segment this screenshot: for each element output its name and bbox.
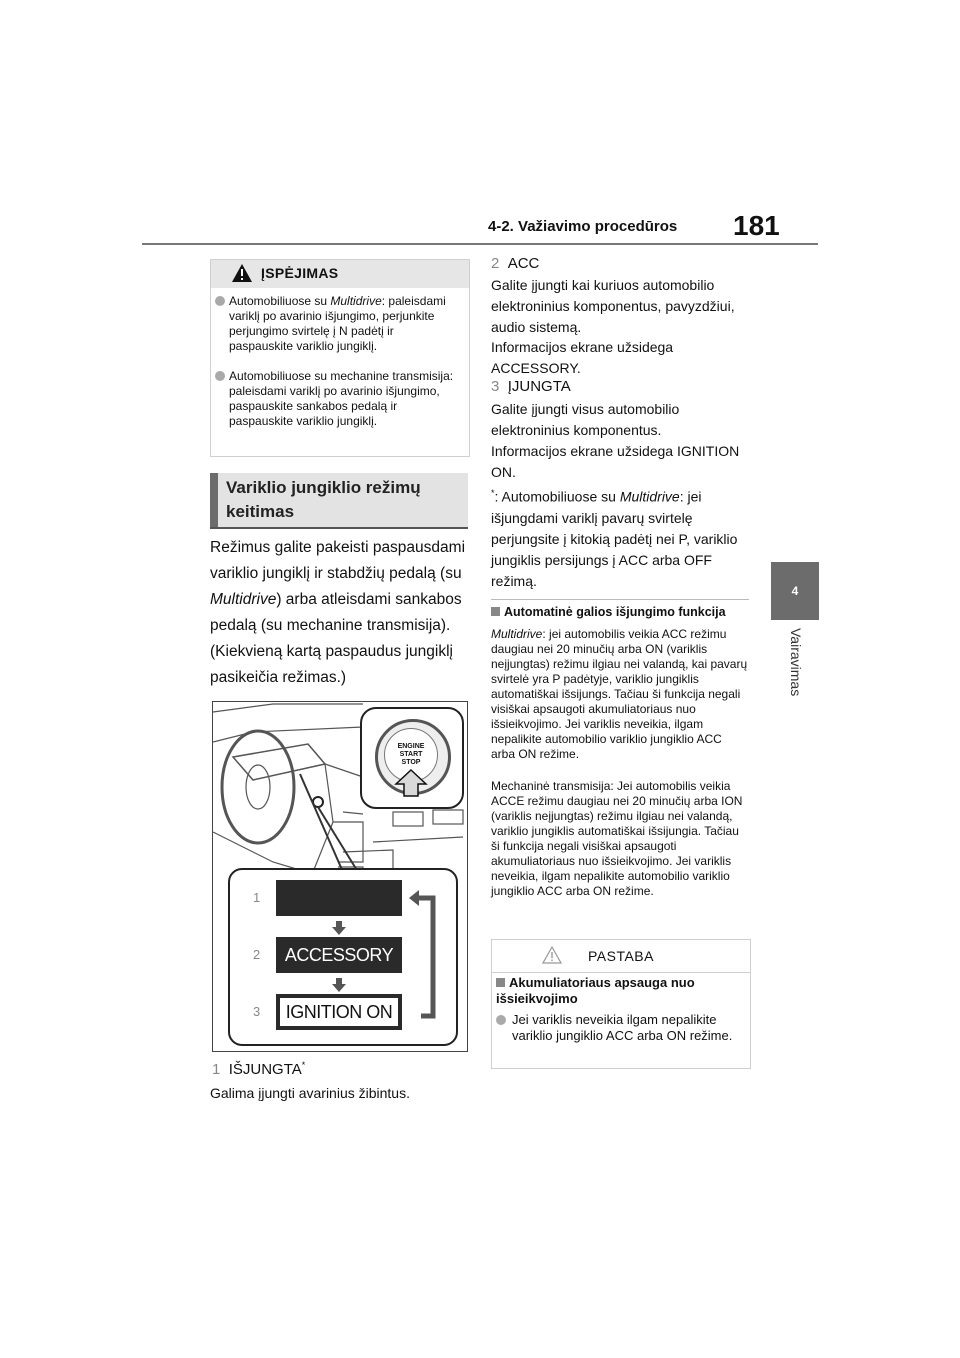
auto-off-title: Automatinė galios išjungimo funkcija [491,605,751,619]
section-heading [210,473,468,529]
warning-item: Automobiliuose su Multidrive: paleisdami variklį po avarinio išjungimo, perjunkite perjungimo svirtelę į N padėtį ir paspauskite variklio jungiklį. [211,294,461,354]
bullet-dot-icon [215,371,225,381]
chapter-number: 4 [791,584,799,598]
engine-switch-illustration [212,701,468,1052]
mode-number: 2 [253,947,261,962]
warning-header [211,260,469,288]
note-item: Jei variklis neveikia ilgam nepalikite variklio jungiklio ACC arba ON režime. [496,1012,746,1044]
auto-off-paragraph-2: Mechaninė transmisija: Jei automobilis veikia ACCE režimu daugiau nei 20 minučių arba ION (variklis neįjungtas) režimu ilgiau nei valandą, variklio jungiklis automatiškai išsijungia. Tačiau ši funkcija negali visiškai apsaugoti akumuliatoriaus nuo išsieikvojimo. Jei variklis neveikia, ilgam nepalikite automobilio variklio jungiklio ACC arba ON režime. [491,779,743,898]
mode-item-2-desc: Galite įjungti kai kuriuos automobilio elektroninius komponentus, pavyzdžiui, audio sistemą. [491,277,735,335]
cycle-arrow-icon [409,888,439,1032]
mode-item-1-title: 1 IŠJUNGTA* [212,1060,306,1078]
mode-item-3-desc: Galite įjungti visus automobilio elektroninius komponentus. [491,401,680,438]
bullet-dot-icon [215,296,225,306]
press-arrow-icon [393,768,429,798]
mode-item-2-title: 2 ACC [491,255,540,272]
auto-off-paragraph-1: Multidrive: jei automobilis veikia ACC režimu daugiau nei 20 minučių arba ON (variklis neįjungtas) režimu ilgiau nei valandą, kai pavarų svirtelė yra P padėtyje, variklio jungiklis automatiškai išsijungs. Tačiau ši funkcija negali visiškai apsaugoti akumuliatoriaus nuo išsieikvojimo. Jei variklis neveikia, ilgam nepalikite automobilio variklio jungiklio ACC arba ON režime. [491,627,748,761]
start-stop-label: ENGINE START STOP [384,728,438,782]
mode-display-accessory: ACCESSORY [276,937,402,973]
warning-item: Automobiliuose su mechanine transmisija: paleisdami variklį po avarinio išjungimo, paspauskite sankabos pedalą ir paspauskite variklio jungiklį. [211,369,461,429]
bullet-dot-icon [496,1015,506,1025]
mode-number: 1 [253,890,261,905]
down-arrow-icon [332,921,346,935]
mode-display-off [276,880,402,916]
mode-number: 3 [253,1004,261,1019]
mode-display-ignition: IGNITION ON [276,994,402,1030]
mode-item-2-desc: Informacijos ekrane užsidega ACCESSORY. [491,339,674,376]
footnote: *: Automobiliuose su Multidrive: jei išjungdami variklį pavarų svirtelę perjungsite į kitokią padėtį nei P, variklio jungiklis persijungs į ACC arba OFF režimą. [491,488,738,589]
intro-paragraph: Režimus galite pakeisti paspausdami variklio jungiklį ir stabdžių pedalą (su Multidrive) arba atleisdami sankabos pedalą (su mechanine transmisija). (Kiekvieną kartą paspaudus jungiklį pasikeičia režimas.) [210,539,466,686]
section-header: 4-2. Važiavimo procedūros [488,218,678,235]
mode-item-3-desc: Informacijos ekrane užsidega IGNITION ON. [491,443,740,480]
warning-title: ĮSPĖJIMAS [261,265,339,281]
page-number: 181 [733,210,780,241]
warning-box [210,259,470,457]
header-rule [142,243,818,245]
note-subtitle: Akumuliatoriaus apsauga nuo išsieikvojimo [496,975,695,1006]
chapter-tab[interactable] [771,562,819,620]
square-bullet-icon [491,607,500,616]
divider [491,599,749,600]
warning-triangle-icon [231,263,253,283]
mode-item-3-title: 3 ĮJUNGTA [491,378,571,395]
note-title: PASTABA [587,948,654,964]
section-title: Variklio jungiklio režimų keitimas [226,478,421,521]
square-bullet-icon [496,978,505,987]
down-arrow-icon [332,978,346,992]
mode-item-1-desc: Galima įjungti avarinius žibintus. [210,1085,410,1101]
chapter-label: Vairavimas [788,628,804,697]
note-box [491,939,751,1069]
